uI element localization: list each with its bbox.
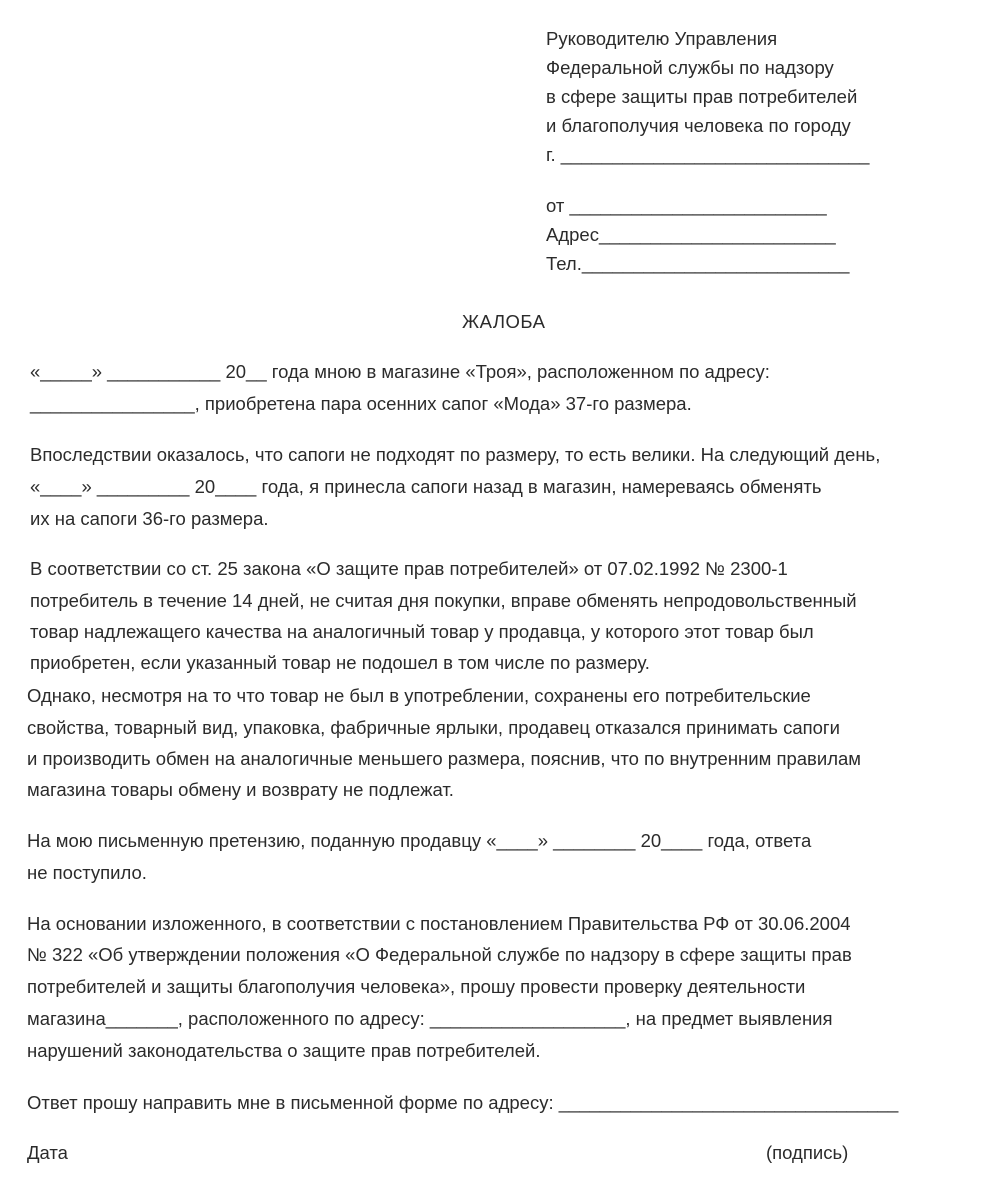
sender-address-field: Адрес_______________________	[546, 224, 836, 245]
paragraph-2-line-2: «____» _________ 20____ года, я принесла сапоги назад в магазин, намереваясь обменять	[30, 476, 822, 497]
paragraph-4-line-3: и производить обмен на аналогичные меньшего размера, пояснив, что по внутренним правилам	[27, 748, 862, 769]
paragraph-3-line-3: товар надлежащего качества на аналогичный товар у продавца, у которого этот товар был	[30, 621, 814, 642]
addressee-line-2: Федеральной службы по надзору	[546, 57, 834, 78]
addressee-line-3: в сфере защиты прав потребителей	[546, 86, 858, 107]
paragraph-2-line-3: их на сапоги 36-го размера.	[30, 508, 269, 529]
paragraph-3-line-4: приобретен, если указанный товар не подошел в том числе по размеру.	[30, 652, 650, 673]
signature-label: (подпись)	[766, 1142, 849, 1163]
paragraph-6-line-4: магазина_______, расположенного по адресу: ___________________, на предмет выявления	[27, 1008, 833, 1029]
paragraph-6-line-1: На основании изложенного, в соответствии с постановлением Правительства РФ от 30.06.2004	[27, 913, 851, 934]
paragraph-6-line-5: нарушений законодательства о защите прав потребителей.	[27, 1040, 541, 1061]
paragraph-3-line-1: В соответствии со ст. 25 закона «О защите прав потребителей» от 07.02.1992 № 2300-1	[30, 558, 788, 579]
reply-address-line: Ответ прошу направить мне в письменной форме по адресу: _________________________________	[27, 1092, 899, 1113]
document-title: ЖАЛОБА	[462, 311, 546, 332]
paragraph-4-line-2: свойства, товарный вид, упаковка, фабричные ярлыки, продавец отказался принимать сапоги	[27, 717, 841, 738]
paragraph-4-line-1: Однако, несмотря на то что товар не был в употреблении, сохранены его потребительские	[27, 685, 811, 706]
date-label: Дата	[27, 1142, 68, 1163]
paragraph-1-line-1: «_____» ___________ 20__ года мною в магазине «Троя», расположенном по адресу:	[30, 361, 770, 382]
paragraph-3-line-2: потребитель в течение 14 дней, не считая дня покупки, вправе обменять непродовольственный	[30, 590, 857, 611]
paragraph-1-line-2: ________________, приобретена пара осенних сапог «Мода» 37-го размера.	[30, 393, 692, 414]
paragraph-5-line-1: На мою письменную претензию, поданную продавцу «____» ________ 20____ года, ответа	[27, 830, 812, 851]
sender-from-field: от _________________________	[546, 195, 827, 216]
paragraph-6-line-3: потребителей и защиты благополучия человека», прошу провести проверку деятельности	[27, 976, 806, 997]
addressee-line-4: и благополучия человека по городу	[546, 115, 851, 136]
sender-phone-field: Тел.__________________________	[546, 253, 850, 274]
paragraph-2-line-1: Впоследствии оказалось, что сапоги не подходят по размеру, то есть велики. На следующий день,	[30, 444, 881, 465]
paragraph-5-line-2: не поступило.	[27, 862, 147, 883]
paragraph-4-line-4: магазина товары обмену и возврату не подлежат.	[27, 779, 454, 800]
paragraph-6-line-2: № 322 «Об утверждении положения «О Федеральной службе по надзору в сфере защиты прав	[27, 944, 852, 965]
addressee-line-1: Руководителю Управления	[546, 28, 778, 49]
addressee-city-field: г. ______________________________	[546, 144, 870, 165]
